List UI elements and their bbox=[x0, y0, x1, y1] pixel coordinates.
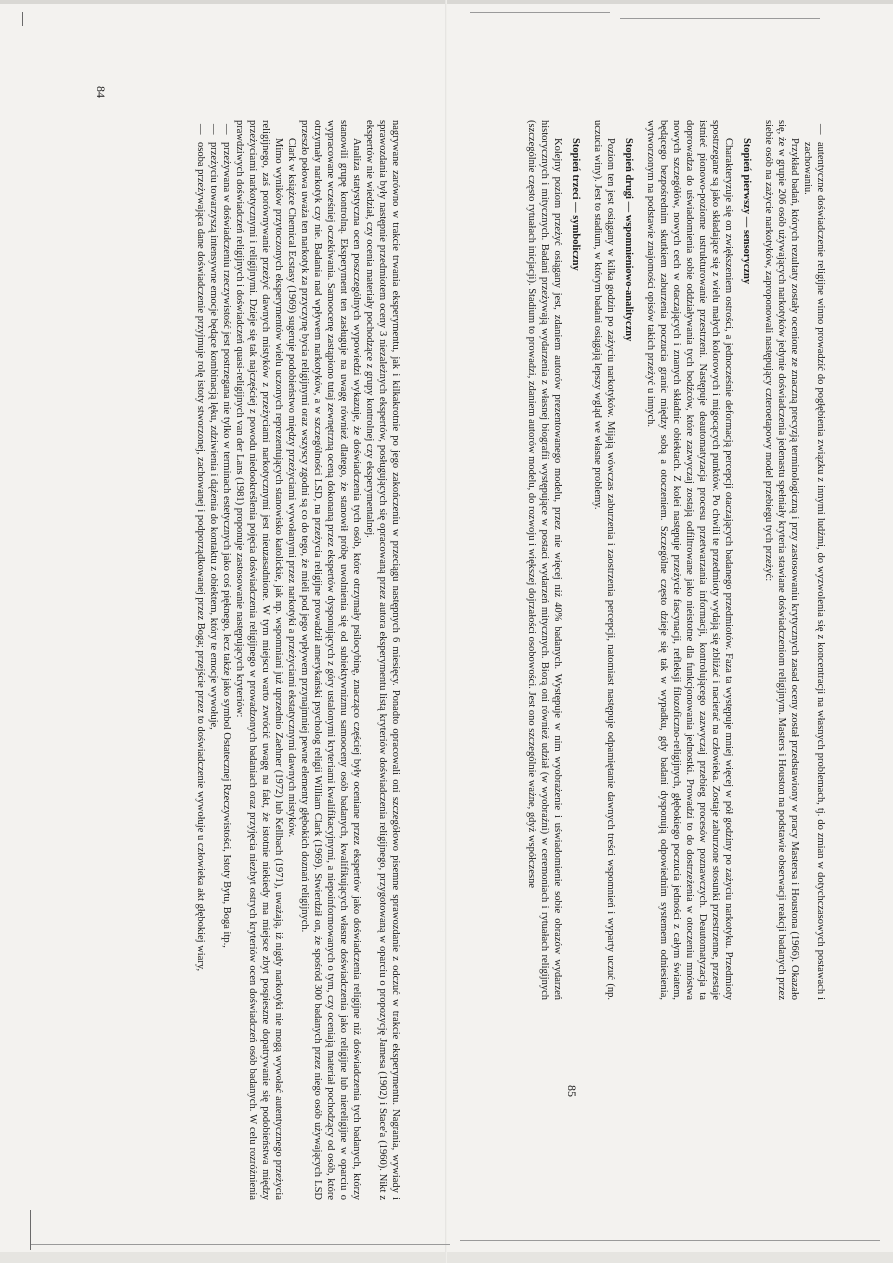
stage-text: Kolejny poziom przeżyć osiągany jest, zdaniem autorów prezentowanego modelu, przez nie więcej niż 40% badanych. Występuje w nim wyobrażenie i uświadomienie sobie obrazów wydarzeń historycznych i mitycznych. Badani przeżywają wydarzenia z własnej biografii występujące w postaci wydarzeń mitycznych. Biorą oni również udział (w wyobraźni) w ceremoniach i rytuałach religijnych (szczególnie często rytuałach inicjacji). Stadium to prowadzi, zdaniem autorów modelu, do rozwoju i większej dojrzałości osobowości. Jest ono szczególnie ważne, gdyż współczesne bbox=[526, 120, 563, 1000]
criteria-item: — przeżywana w doświadczeniu rzeczywistość jest postrzegana nie tylko w terminach estetycznych jako coś pięknego, lecz także jako symbol Ostatecznej Rzeczywistości, Istoty Bytu, Boga itp., bbox=[220, 120, 233, 1200]
stage-text: Charakteryzuje się on zwiększeniem ostrości, a jednocześnie deformacją percepcji otaczających badanego przedmiotów. Faza ta występuje mniej więcej w pół godziny po zażyciu narkotyku. Przedmioty spostrzegane są jako składające się z wielu małych kolorowych i migocących punktów. Po chwili te przedmioty wydają się zbliżać i nacierać na człowieka. Zostaje zaburzone stosunki przestrzenne, przestaje istnieć pionowo-poziome ustrukturowanie przestrzeni. Następuje deautomatyzacja procesu przetwarzania informacji, kontrolującego zazwyczaj przebieg procesów poznawczych. Deautomatyzacja ta doprowadza do uświadomienia sobie oddziaływania tych bodźców, które zazwyczaj zostają odfiltrowane jako nieistotne dla funkcjonowania jednostki. Prowadzi to do dostrzeżenia w otoczeniu mnóstwa nowych szczegółów, nowych cech w otaczających i znanych składnic obiektach. Z kolei następuje przeżycie fascynacji, refleksji filozoficzno-religijnych, głębokiego poczucia jedności z całym światem, będącego bezpośrednim skutkiem zaburzenia poczucia granic między sobą a otoczeniem. Szczególne często dzieje się tak w wypadku, gdy badani dysponują odpowiednim systemem odniesienia, wytworzonym na podstawie znajomości opisów takich przeżyć u innych. bbox=[645, 120, 734, 1000]
stage-heading: Stopień trzeci — symboliczny bbox=[570, 138, 581, 271]
paragraph: Clark w książce Chemical Ecstasy (1969) sugeruje podobieństwo między przeżyciami wywołanymi przez narkotyki a przeżyciami ekstatycznymi dawnych mistyków. bbox=[286, 138, 297, 838]
paragraph: Mimo wyników przytoczonych eksperymentów wielu uczonych reprezentujących stanowisko katolickie, jak np. wspomniani już uprzednio Zaehner (1972) lub Kellbach (1971), uważają, iż nigdy narkotyki nie mogą wywołać autentycznego przeżycia religijnego, zaś porównywanie przeżyć dawnych mistyków z przeżyciami narkotycznymi jest nieuzasadnione. W tym miejscu warto zwrócić uwagę na fakt, że istotnie niekiedy ma miejsce zbyt pospieszne dopatrywanie się podobieństwa między przeżyciami narkotycznymi i religijnymi. Dzieje się tak najczęściej z powodu niedookreślenia pojęcia doświadczenia religijnego w prowadzonych badaniach oraz przyjęcia niezbyt ostrych kryteriów ocen doświadczeń osób badanych. W celu rozróżnienia prawdziwych doświadczeń religijnych i doświadczeń quasi-religijnych van der Lans (1981) proponuje zastosowanie następujących kryteriów: bbox=[234, 120, 284, 1200]
stage-text: Poziom ten jest osiągany w kilka godzin po zażyciu narkotyków. Mijają wówczas zaburzenia i zaostrzenia percepcji, natomiast następuje odpamiętanie dawnych treści wspomnień i wyparty uczuć (np. uczucia winy). Jest to stadium, w którym badani osiągają lepszy wgląd we własne problemy. bbox=[592, 120, 616, 1000]
stage-heading: Stopień drugi — wspomnieniowo-analityczny bbox=[623, 138, 634, 342]
criteria-item: — osoba przeżywająca dane doświadczenie przyjmuje rolę istoty stworzonej, zachowanej i podporządkowanej przez Boga; przejście przez to doświadczenie wywołuje u człowieka akt głębokiej wiary, bbox=[194, 120, 207, 1200]
page-number-left: 84 bbox=[94, 86, 108, 98]
paragraph: Przykład badań, których rezultaty zostały ocenione ze znaczną precyzją terminologiczną i przy zastosowaniu krytycznych zasad oceny został przedstawiony w pracy Mastersa i Houstona (1966). Okazało się, że w grupie 206 osób używających narkotyków jedynie doświadczenia jedenastu spełniały kryteria stawiane doświadczeniom religijnym. Masters i Houston na podstawie obserwacji reakcji badanych przez siebie osób na zażycie narkotyków, zaproponowali następujący czteroetapowy model przebiegu tych przeżyć: bbox=[763, 120, 800, 1000]
criteria-list-continued bbox=[801, 120, 827, 1000]
right-page bbox=[447, 0, 893, 1263]
criteria-item: — przeżyciu towarzyszą intensywne emocje będące kombinacją lęku, zdziwienia i dążenia do kontaktu z obiektem, który te emocje wywołuje, bbox=[207, 120, 220, 1200]
page-number-right: 85 bbox=[565, 1085, 579, 1097]
paragraph: Analiza statystyczna ocen poszczególnych wypowiedzi wykazuje, że doświadczenia tych osób, które otrzymały psilocybinę, znacząco częściej były oceniane przez ekspertów jako doświadczenia religijne niż doświadczenia tych badanych, którzy stanowili grupę kontrolną. Eksperyment ten zasługuje na uwagę również dlatego, że stanowił próbę uwolnienia się od subiektywnizmu samooceny osób badanych, kwalifikujących własne doświadczenia jako religijne lub niereligijne w oparciu o wypracowane wcześniej oczekiwania. Samoocenę zastąpiono tutaj zewnętrzną oceną dokonaną przez ekspertów dysponujących z góry ustalonymi kryteriami kwalifikacyjnymi, a niepoinformowanych o tym, czy oceniają materiał pochodzący od osób, które otrzymały narkotyk czy nie. Badania nad wpływem narkotyków, a w szczególności LSD, na przeżycia religijne prowadził amerykański psycholog religii William Clark (1969). Stwierdził on, że spośród 300 badanych przez niego osób używających LSD przeszło połowa uważa ten narkotyk za przyczynę bycia religijnymi oraz wszyscy zgodni są co do tego, że mieli pod jego wpływem przynajmniej pewne elementy głębokich doznań religijnych. bbox=[299, 120, 362, 1200]
criteria-item: — autentyczne doświadczenie religijne winno prowadzić do pogłębienia związku z innymi ludźmi, do wyzwolenia się z koncentracji na własnych problemach, tj. do zmian w dotychczasowych postawach i zachowaniu. bbox=[801, 120, 827, 1000]
criteria-list bbox=[194, 120, 233, 1200]
right-page-text bbox=[525, 120, 827, 1000]
paragraph: nagrywane zarówno w trakcie trwania eksperymentu, jak i kilkakrotnie po jego zakończeniu w przeciągu następnych 6 miesięcy. Ponadto opracowali oni szczegółowo pisemne sprawozdanie z odczuć w trakcie eksperymentu. Nagrania, wywiady i sprawozdania były następnie przedmiotem oceny 3 niezależnych ekspertów, posługujących się opracowaną przez autora eksperymentu listą kryteriów doświadczenia religijnego, przygotowaną w oparciu o propozycję Jamesa (1902) i Stace'a (1960). Nikt z ekspertów nie wiedział, czy ocenia materiały pochodzące z grupy kontrolnej czy eksperymentalnej. bbox=[364, 120, 401, 1200]
left-page bbox=[0, 0, 446, 1263]
left-page-text bbox=[194, 120, 402, 1200]
stage-heading: Stopień pierwszy — sensoryczny bbox=[741, 138, 752, 285]
